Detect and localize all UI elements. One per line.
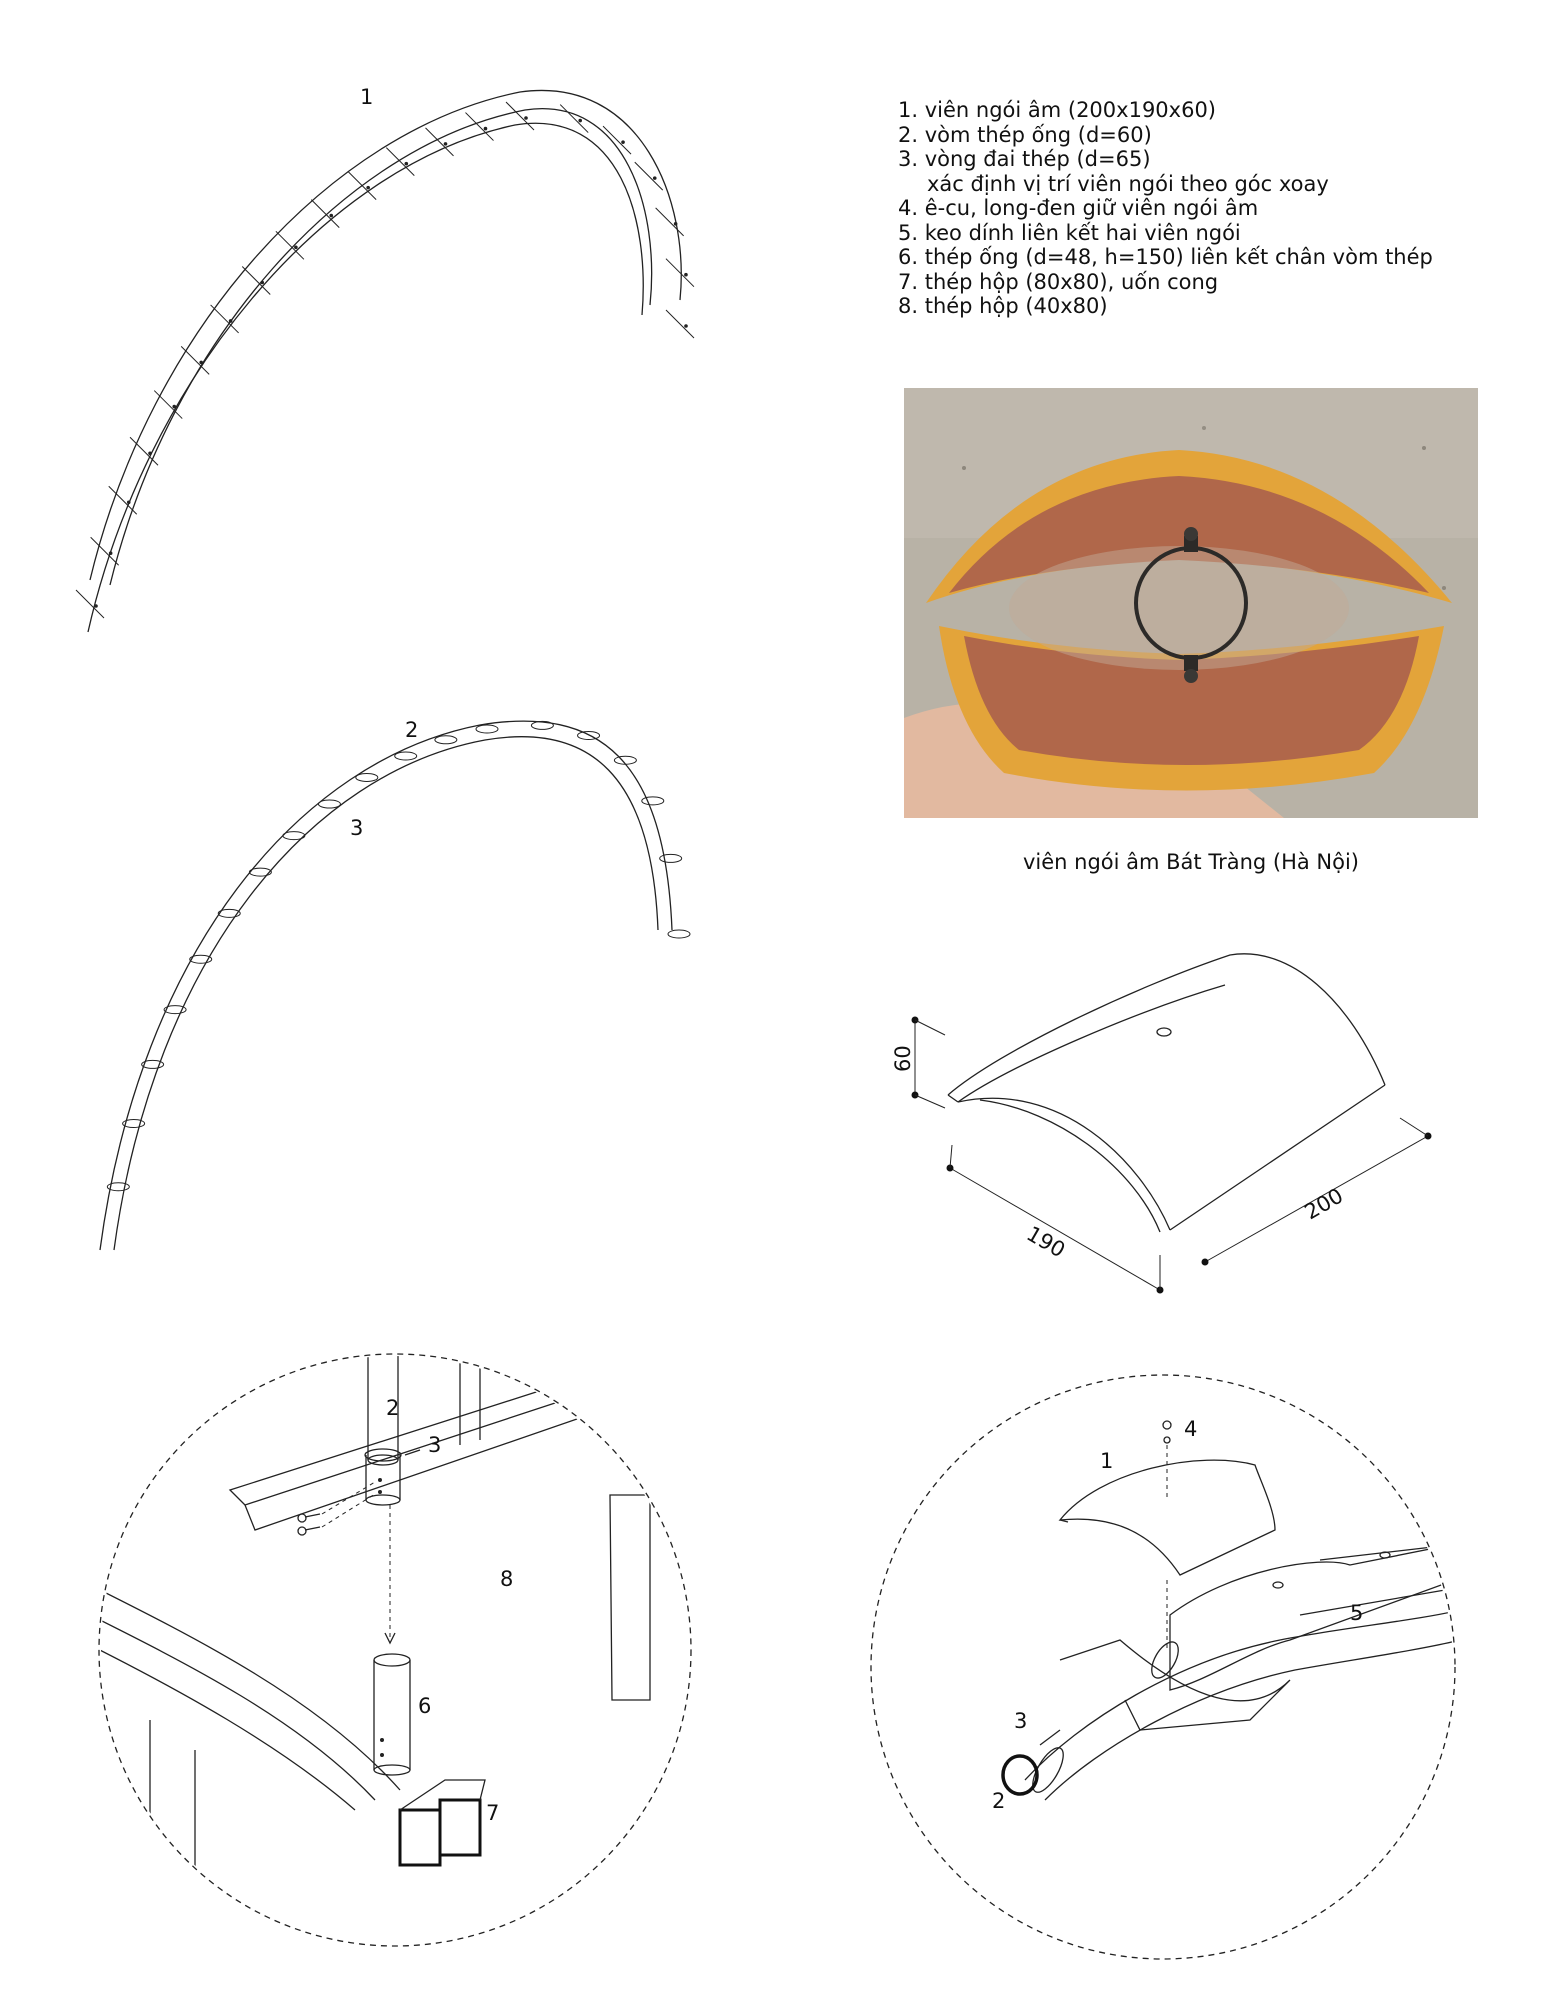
tile-dimension-drawing [891,954,1432,1294]
tile-segment-joint [426,128,454,156]
steel-ring-mark [123,1120,145,1128]
tile-hole [229,319,233,323]
tile-segment-joint [656,208,684,236]
tile-hole [621,140,625,144]
detail-circle-right [871,1375,1455,1959]
tile-segment-joint [386,148,414,176]
tile-photo-image [904,388,1478,818]
photo-caption: viên ngói âm Bát Tràng (Hà Nội) [1022,850,1360,874]
label-ring: 3 [1014,1709,1028,1733]
tile-segment-joint [242,267,270,295]
steel-ring-mark [476,725,498,733]
legend-item: 2. vòm thép ống (d=60) [898,122,1152,147]
dimension-length: 200 [1300,1183,1348,1225]
tile-hole [199,361,203,365]
steel-ring-mark [660,854,682,862]
tile-hole [109,551,113,555]
tile-segment-joint [465,113,493,141]
tile-hole [653,176,657,180]
tile-hole [684,324,688,328]
tile-arch-drawing [76,85,694,632]
steel-ring-mark [668,930,690,938]
legend-item: 6. thép ống (d=48, h=150) liên kết chân vòm thép [898,245,1433,269]
label-ring: 3 [350,816,364,840]
label-ring: 3 [428,1433,442,1457]
steel-ring-mark [578,731,600,739]
steel-ring-mark [395,752,417,760]
legend-item: 3. vòng đai thép (d=65) [898,147,1151,171]
dimension-height: 60 [891,1045,915,1072]
steel-ring-mark [142,1060,164,1068]
tile-segment-joint [211,305,239,333]
steel-ring-mark [531,721,553,729]
steel-ring-mark [614,756,636,764]
legend-item: 4. ê-cu, long-đen giữ viên ngói âm [898,196,1259,220]
label-tile: 1 [360,85,374,109]
label-arch: 2 [405,718,419,742]
tile-segment-joint [109,486,137,514]
dimension-width: 190 [1022,1221,1070,1263]
steel-ring-mark [318,800,340,808]
steel-ring-mark [218,909,240,917]
steel-ring-mark [249,868,271,876]
tile-hole [444,142,448,146]
detail-circle-left [99,1354,691,1946]
tile-segment-joint [666,259,694,287]
tile-segment-joint [154,391,182,419]
label-pipe: 6 [418,1694,432,1718]
tile-segments [76,102,694,618]
steel-ring-mark [356,773,378,781]
steel-ring-mark [435,736,457,744]
steel-arch-drawing [100,718,690,1250]
label-nut: 4 [1184,1417,1198,1441]
legend-item: 1. viên ngói âm (200x190x60) [898,98,1217,122]
label-arch: 2 [386,1396,400,1420]
tile-segment-joint [635,162,663,190]
steel-ring-mark [164,1006,186,1014]
tile-detail-drawing [871,1375,1460,1959]
tile-hole [405,162,409,166]
tile-segment-joint [181,346,209,374]
tile-hole [94,604,98,608]
tile-hole [127,500,131,504]
legend-item: 8. thép hộp (40x80) [898,294,1108,318]
label-tile: 1 [1100,1449,1114,1473]
tile-segment-joint [348,172,376,200]
tile-segment-joint [603,126,631,154]
tile-segment-joint [91,537,119,565]
tile-segment-joint [76,590,104,618]
label-beam: 8 [500,1567,514,1591]
tile-segment-joint [560,105,588,133]
steel-rings [107,721,690,1190]
tile-hole [260,281,264,285]
tile-segment-joint [311,200,339,228]
tile-photo [904,388,1478,818]
tile-segment-joint [666,310,694,338]
legend-item: xác định vị trí viên ngói theo góc xoay [927,171,1329,196]
tile-hole [329,214,333,218]
tile-hole [524,116,528,120]
label-box: 7 [486,1801,500,1825]
legend-item: 5. keo dính liên kết hai viên ngói [898,220,1241,245]
tile-hole [484,127,488,131]
tile-hole [148,451,152,455]
steel-ring-mark [107,1183,129,1191]
tile-hole [172,405,176,409]
tile-hole [684,273,688,277]
tile-segment-joint [130,437,158,465]
tile-hole [674,222,678,226]
tile-hole [294,246,298,250]
label-glue: 5 [1350,1601,1364,1625]
tile-hole [578,119,582,123]
label-arch: 2 [992,1789,1006,1813]
steel-ring-mark [642,797,664,805]
base-detail-drawing [80,1340,691,1946]
tile-segment-joint [506,102,534,130]
steel-ring-mark [190,955,212,963]
tile-segment-joint [276,231,304,259]
steel-ring-mark [283,832,305,840]
legend-item: 7. thép hộp (80x80), uốn cong [898,269,1219,294]
tile-hole [366,186,370,190]
legend [898,98,1518,319]
